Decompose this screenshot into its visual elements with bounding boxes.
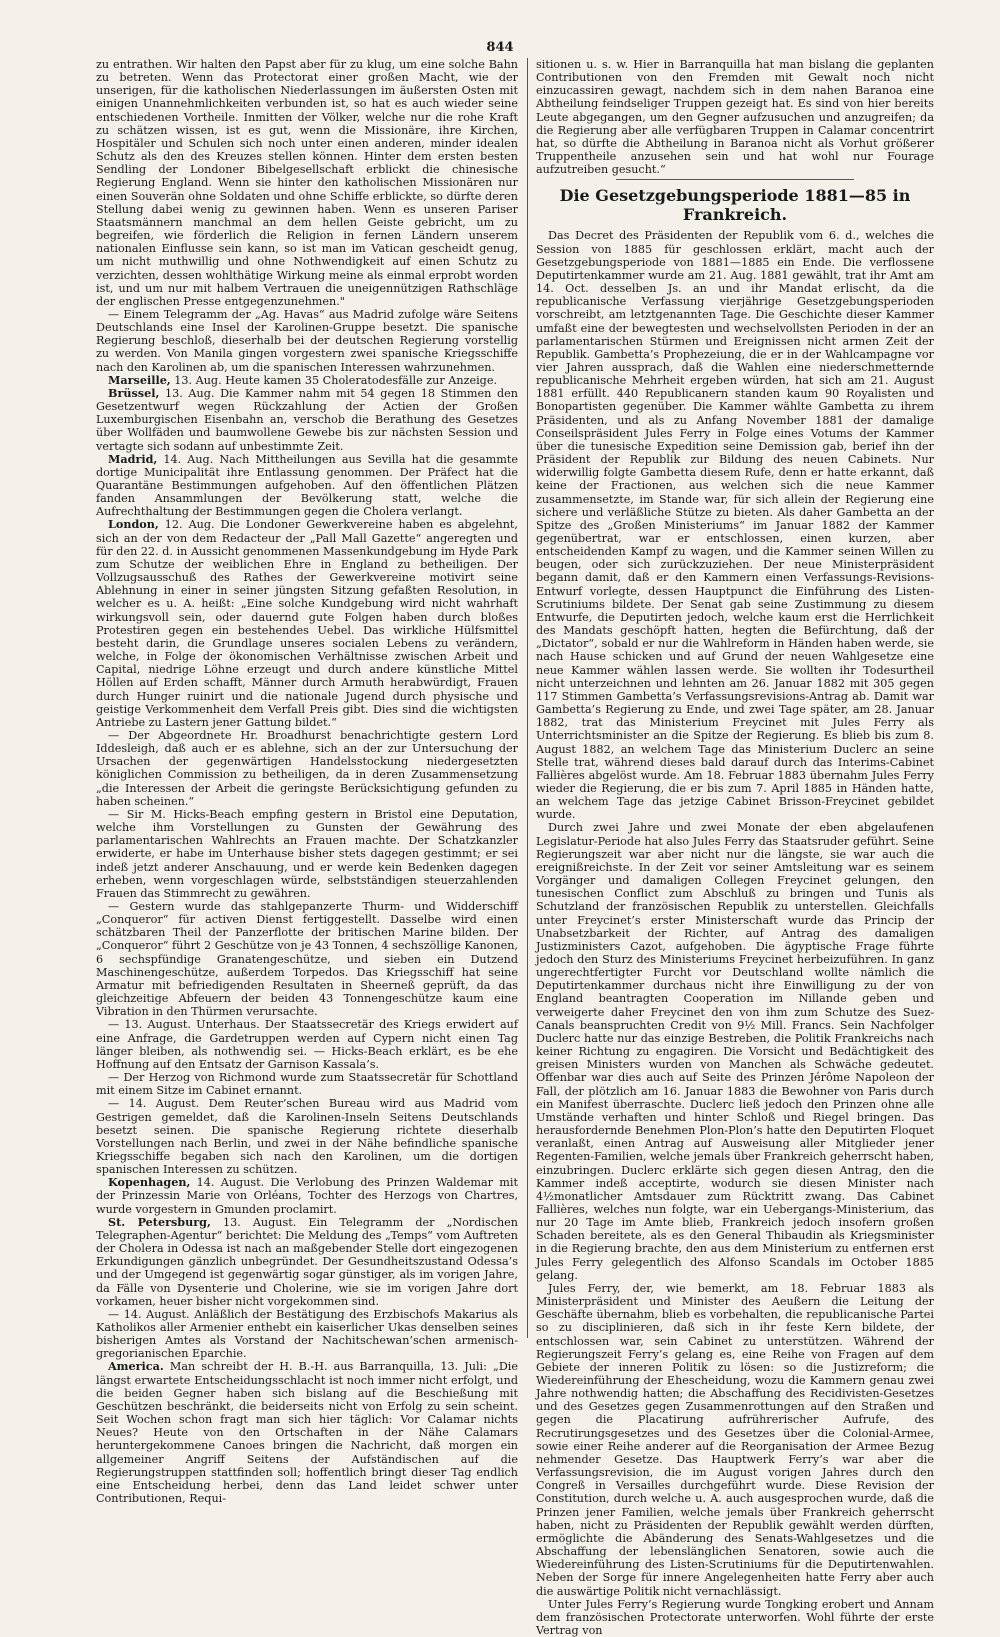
continuation-paragraph: sitionen u. s. w. Hier in Barranquilla hat man bislang die geplanten Contributionen von den Fremden mit Gewalt noch nicht einzucassiren gewagt, nachdem sich in dem nahen Baranoa eine Abtheilung feindseliger Truppen gezeigt hat. Es sind von hier bereits Leute abgegangen, um den Gegner aufzusuchen und anzugreifen; da die Regierung aber alle verfügbaren Truppen in Calamar concentrirt hat, so dürfte die Abtheilung in Baranoa nicht als Vorhut größerer Truppentheile anzusehen sein und hat wohl nur Fourage aufzutreiben gesucht.“ xyxy=(536,58,934,177)
news-text: — Gestern wurde das stahlgepanzerte Thurm- und Widderschiff „Conqueror“ für activen Dienst fertiggestellt. Dasselbe wird einen schätzbaren Theil der Panzerflotte der britischen Marine bilden. Der „Conqueror“ führt 2 Geschütze von je 43 Tonnen, 4 sechszöllige Kanonen, 6 sechspfündige Granatengeschütze, und sieben ein Dutzend Maschinengeschütze, außerdem Torpedos. Das Kriegsschiff hat seine Armatur mit befriedigenden Resultaten in Sheerneß geprüft, da das gleichzeitige Abfeuern der beiden 43 Tonnengeschütze kaum eine Vibration in den Thürmen verursachte. xyxy=(96,900,518,1019)
news-item xyxy=(96,1176,518,1215)
dateline: Madrid, xyxy=(108,451,158,466)
news-text: 14. Aug. Nach Mittheilungen aus Sevilla hat die gesammte dortige Municipalität ihre Entlassung genommen. Der Präfect hat die Quarantäne Bestimmungen aufgehoben. Auf den öffentlichen Plätzen fanden Ansammlungen der Bevölkerung statt, welche die Aufrechthaltung der Bestimmungen gegen die Cholera verlangt. xyxy=(96,452,518,519)
news-text: Man schreibt der H. B.-H. aus Barranquilla, 13. Juli: „Die längst erwartete Entscheidungsschlacht ist noch immer nicht erfolgt, und die beiden Gegner haben sich bislang auf die Beschießung mit Geschützen beschränkt, die beiderseits nicht von Erfolg zu sein scheint. Seit Wochen schon fragt man sich hier täglich: Vor Calamar nichts Neues? Heute von den Ortschaften in der Nähe Calamars heruntergekommene Canoes bringen die Nachricht, daß morgen ein allgemeiner Angriff Seitens der Aufständischen auf die Regierungstruppen stattfinden soll; hoffentlich bringt dieser Tag endlich eine Entscheidung herbei, denn das Land leidet schwer unter Contributionen, Requi- xyxy=(96,1360,518,1506)
news-item xyxy=(96,900,518,1018)
news-text: — 14. August. Anläßlich der Bestätigung des Erzbischofs Makarius als Katholikos aller Armenier enthebt ein kaiserlicher Ukas denselben seines bisherigen Amtes als Vorstand der Nachitschewan’schen armenisch-gregorianischen Eparchie. xyxy=(96,1307,518,1361)
news-item xyxy=(96,387,518,453)
news-items xyxy=(96,308,518,1505)
news-item xyxy=(96,1360,518,1505)
dateline: Kopenhagen, xyxy=(108,1175,191,1190)
article-body xyxy=(536,229,934,1637)
dateline: Brüssel, xyxy=(108,385,160,400)
news-item xyxy=(96,1308,518,1361)
news-item xyxy=(96,1097,518,1176)
news-text: — 14. August. Dem Reuter’schen Bureau wird aus Madrid vom Gestrigen gemeldet, daß die Karolinen-Inseln Seitens Deutschlands besetzt seinen. Die spanische Regierung richtete dieserhalb Vorstellungen nach Berlin, und zwei in der Nähe befindliche spanische Kriegsschiffe begaben sich nach den Karolinen, um die dortigen spanischen Interessen zu schützen. xyxy=(96,1097,518,1177)
news-item xyxy=(96,808,518,900)
news-text: 13. Aug. Heute kamen 35 Choleratodesfälle zur Anzeige. xyxy=(174,373,498,387)
news-item xyxy=(96,518,518,729)
news-item xyxy=(96,1216,518,1308)
article-heading: Die Gesetzgebungsperiode 1881—85 in Frankreich. xyxy=(559,186,911,225)
left-column xyxy=(96,58,519,1506)
news-text: 12. Aug. Die Londoner Gewerkvereine haben es abgelehnt, sich an der von dem Redacteur der „Pall Mall Gazette“ angeregten und für den 22. d. in Aussicht genommenen Massenkundgebung im Hyde Park zum Schutze der weiblichen Ehre in England zu betheiligen. Der Vollzugsausschuß des Rathes der Gewerkvereine motivirt seine Ablehnung in einer in seiner jüngsten Sitzung gefaßten Resolution, in welcher es u. A. heißt: „Eine solche Kundgebung wird nicht wahrhaft wirkungsvoll sein, oder dauernd gute Folgen haben durch bloßes Protestiren gegen ein bestehendes Uebel. Das wirkliche Hülfsmittel besteht darin, die Grundlage unseres socialen Lebens zu verändern, welche, in Folge der ökonomischen Verhältnisse zwischen Arbeit und Capital, niedrige Löhne erzeugt und durch andere künstliche Mittel Höllen auf Erden schafft, Männer durch Armuth herabwürdigt, Frauen durch Hunger ruinirt und die nationale Jugend durch physische und geistige Verkommenheit dem Verfall Preis gibt. Dies sind die wichtigsten Antriebe zu Lastern jener Gattung bildet.“ xyxy=(96,518,518,729)
news-text: — Sir M. Hicks-Beach empfing gestern in Bristol eine Deputation, welche ihm Vorstellungen zu Gunsten der Gewährung des parlamentarischen Wahlrechts an Frauen machte. Der Schatzkanzler erwiderte, er habe im Unterhause bisher stets dagegen gestimmt; er sei indeß jetzt anderer Anschauung, und er werde kein Bedenken dagegen erheben, wenn vorgeschlagen würde, selbstständigen steuerzahlenden Frauen das Stimmrecht zu gewähren. xyxy=(96,807,518,900)
news-text: 14. August. Die Verlobung des Prinzen Waldemar mit der Prinzessin Marie von Orléans, Tochter des Herzogs von Chartres, wurde vorgestern in Gmunden proclamirt. xyxy=(96,1176,518,1216)
dateline: London, xyxy=(108,517,159,532)
right-column xyxy=(536,58,934,1637)
news-text: 13. August. Ein Telegramm der „Nordischen Telegraphen-Agentur“ berichtet: Die Meldung des „Temps“ vom Auftreten der Cholera in Odessa ist nach an maßgebender Stelle dort eingezogenen Erkundigungen gänzlich unbegründet. Der Gesundheitszustand Odessa’s und der Umgegend ist gegenwärtig sogar günstiger, als im vorigen Jahre, da Fälle von Dysenterie und Cholerine, wie sie im vorigen Jahre dort vorkamen, heuer bisher nicht vorgekommen sind. xyxy=(96,1215,519,1308)
news-text: — Der Herzog von Richmond wurde zum Staatssecretär für Schottland mit einem Sitze im Cabinet ernannt. xyxy=(96,1071,518,1098)
news-item xyxy=(96,1018,518,1071)
news-item xyxy=(96,453,518,519)
article-paragraph: Unter Jules Ferry’s Regierung wurde Tongking erobert und Annam dem französischen Protectorate unterworfen. Wohl führte der erste Vertrag von xyxy=(536,1597,934,1637)
article-paragraph: Das Decret des Präsidenten der Republik vom 6. d., welches die Session von 1885 für geschlossen erklärt, macht auch der Gesetzgebungsperiode von 1881—1885 ein Ende. Die verflossene Deputirtenkammer wurde am 21. Aug. 1881 gewählt, trat ihr Amt am 14. Oct. desselben Js. an und ihr Mandat erlischt, da die republicanische Verfassung vierjährige Gesetzgebungsperioden vorschreibt, am letztgenannten Tage. Die Geschichte dieser Kammer umfaßt eine der bewegtesten und wechselvollsten Perioden in der an parlamentarischen Stürmen und Ereignissen nicht armen Zeit der Republik. Gambetta’s Prophezeiung, die er in der Wahlcampagne vor vier Jahren aussprach, daß die Wahlen eine niederschmetternde republicanische Mehrheit ergeben würden, hat sich am 21. August 1881 erfüllt. 440 Republicanern standen kaum 90 Royalisten und Bonopartisten gegenüber. Die Kammer wählte Gambetta zu ihrem Präsidenten, und als zu Anfang November 1881 der damalige Conseilspräsident Jules Ferry in Folge eines Votums der Kammer über die tunesische Expedition seine Demission gab, berief ihn der Präsident der Republik zur Bildung des neuen Cabinets. Nur widerwillig folgte Gambetta diesem Rufe, denn er hatte erkannt, daß keine der Fractionen, aus welchen sich die neue Kammer zusammensetzte, im Stande war, für sich allein der Regierung eine sichere und verläßliche Stütze zu bieten. Als daher Gambetta an der Spitze des „Großen Ministeriums“ im Januar 1882 der Kammer gegenübertrat, war er entschlossen, einen kurzen, aber entscheidenden Kampf zu wagen, und die Kammer seinen Willen zu beugen, oder sich zurückzuziehen. Der neue Ministerpräsident begann damit, daß er den Kammern einen Verfassungs-Revisions-Entwurf vorlegte, dessen Hauptpunct die Einführung des Listen-Scrutiniums bildete. Der Senat gab seine Zustimmung zu diesem Entwurfe, die Deputirten jedoch, welche kaum erst die Herrlichkeit des Mandats geschöpft hatten, hegten die Befürchtung, daß der „Dictator“, sobald er nur die Wahlreform in Händen haben werde, sie nach Hause schicken und auf Grund der neuen Wahlgesetze eine neue Kammer wählen lassen werde. Sie wollten ihr Todesurtheil nicht unterzeichnen und lehnten am 26. Januar 1882 mit 305 gegen 117 Stimmen Gambetta’s Verfassungsrevisions-Antrag ab. Damit war Gambetta’s Regierung zu Ende, und zwei Tage später, am 28. Januar 1882, trat das Ministerium Freycinet mit Jules Ferry als Unterrichtsminister an die Spitze der Regierung. Es blieb bis zum 8. August 1882, an welchem Tage das Ministerium Duclerc an seine Stelle trat, während dieses bald darauf durch das Interims-Cabinet Fallières abgelöst wurde. Am 18. Februar 1883 übernahm Jules Ferry wieder die Regierung, die er bis zum 7. April 1885 in Händen hatte, an welchem Tage das jetzige Cabinet Brisson-Freycinet gebildet wurde. xyxy=(536,229,934,822)
dateline: St. Petersburg, xyxy=(108,1214,211,1229)
column-divider xyxy=(527,58,528,1338)
news-item xyxy=(96,308,518,374)
article-paragraph: Durch zwei Jahre und zwei Monate der eben abgelaufenen Legislatur-Periode hat also Jules Ferry das Staatsruder geführt. Seine Regierungszeit war aber nicht nur die längste, sie war auch die ereignißreichste. In der Zeit vor seiner Amtsleitung war es seinem Vorgänger und damaligen Collegen Freycinet gelungen, den tunesischen Conflict zum Abschluß zu bringen und Tunis als Schutzland der französischen Republik zu unterstellen. Gleichfalls unter Freycinet’s erster Ministerschaft wurde das Princip der Unabsetzbarkeit der Richter, auf Antrag des damaligen Justizministers Cazot, aufgehoben. Die ägyptische Frage führte jedoch den Sturz des Ministeriums Freycinet herbeizuführen. In ganz ungerechtfertigter Furcht vor Deutschland wollte nämlich die Deputirtenkammer durchaus nicht ihre Einwilligung zu der von England beantragten Cooperation im Nillande geben und verweigerte daher Freycinet den von ihm zum Schutze des Suez-Canals beanspruchten Credit von 9½ Mill. Francs. Sein Nachfolger Duclerc hatte nur das einzige Bestreben, die Politik Frankreichs nach keiner Richtung zu engagiren. Die Vorsicht und Bedächtigkeit des greisen Ministers wurden von Manchen als Schwäche gedeutet. Offenbar war dies auch auf Seite des Prinzen Jérôme Napoleon der Fall, der plötzlich am 16. Januar 1883 die Bewohner von Paris durch ein Manifest überraschte. Duclerc ließ jedoch den Prinzen ohne alle Umstände verhaften und hinter Schloß und Riegel bringen. Das herausfordernde Benehmen Plon-Plon’s hatte den Deputirten Floquet veranlaßt, einen Antrag auf Ausweisung aller Mitglieder jener Regenten-Familien, welche jemals über Frankreich geherrscht haben, einzubringen. Duclerc erklärte sich gegen diesen Antrag, den die Kammer indeß acceptirte, wodurch sie diesen Minister nach 4½monatlicher Amtsdauer zum Rücktritt zwang. Das Cabinet Fallières, welches nun folgte, war ein Uebergangs-Ministerium, das nur 20 Tage im Amte blieb, Frankreich jedoch insofern großen Schaden bereitete, als es den General Thibaudin als Kriegsminister in die Regierung brachte, den aus dem Ministerium zu entfernen erst Jules Ferry gelegentlich des Alfonso Scandals im October 1885 gelang. xyxy=(536,821,934,1282)
intro-paragraph: zu entrathen. Wir halten den Papst aber für zu klug, um eine solche Bahn zu betreten. Wenn das Protectorat einer großen Macht, wie der unserigen, für die katholischen Niederlassungen im äußersten Osten mit einigen Unannehmlichkeiten verbunden ist, so hat es auch wieder seine entschiedenen Vortheile. Inmitten der Völker, welche nur die rohe Kraft zu schätzen wissen, ist es gut, wenn die Missionäre, ihre Kirchen, Hospitäler und Schulen sich noch unter einen anderen, minder idealen Schutz als den des Kreuzes stellen können. Hinter dem ersten besten Sendling der Londoner Bibelgesellschaft erblickt die chinesische Regierung England. Wenn sie hinter den katholischen Missionären nur einen Souverän ohne Soldaten und ohne Schiffe erblickte, so dürfte deren Stellung dabei wenig zu gewinnen haben. Wenn es unseren Pariser Staatsmännern manchmal an dem hellen Geiste gebricht, um zu begreifen, wie förderlich die Religion in fernen Ländern unserem nationalen Einflusse sein kann, so ist man im Vatican gescheidt genug, um nicht muthwillig und ohne Nothwendigkeit auf einen Schutz zu verzichten, dessen wohlthätige Wirkung meine als einmal erprobt worden ist, und um nur mit halbem Vertrauen die uneigennützigen Rathschläge der englischen Presse entgegenzunehmen." xyxy=(96,58,518,308)
page-number: 844 xyxy=(486,40,514,55)
news-text: — Der Abgeordnete Hr. Broadhurst benachrichtigte gestern Lord Iddesleigh, daß auch er es ablehne, sich an der zur Untersuchung der Ursachen der gegenwärtigen Handelsstockung niedergesetzten königlichen Commission zu betheiligen, da in deren Zusammensetzung „die Interessen der Arbeit die geringste Berücksichtigung gefunden zu haben scheinen.“ xyxy=(96,728,518,808)
news-text: — Einem Telegramm der „Ag. Havas“ aus Madrid zufolge wäre Seitens Deutschlands eine Insel der Karolinen-Gruppe besetzt. Die spanische Regierung beschloß, dieserhalb bei der deutschen Regierung vorstellig zu werden. Von Manila gingen vorgestern zwei spanische Kriegsschiffe nach den Karolinen ab, um die spanischen Interessen wahrzunehmen. xyxy=(96,307,518,374)
news-text: 13. Aug. Die Kammer nahm mit 54 gegen 18 Stimmen den Gesetzentwurf wegen Rückzahlung der Actien der Großen Luxemburgischen Eisenbahn an, verschob die Berathung des Gesetzes über Wollfäden und baumwollene Gewebe bis zur nächsten Session und vertagte sich sodann auf unbestimmte Zeit. xyxy=(96,386,518,453)
news-item xyxy=(96,1071,518,1097)
section-rule xyxy=(616,179,855,180)
dateline: America. xyxy=(108,1359,164,1374)
article-paragraph: Jules Ferry, der, wie bemerkt, am 18. Februar 1883 als Ministerpräsident und Minister des Aeußern die Leitung der Geschäfte übernahm, blieb es vorbehalten, die republicanische Partei so zu disciplinieren, daß sich in ihr feste Kern bildete, der entschlossen war, sein Cabinet zu unterstützen. Während der Regierungszeit Ferry’s gelang es, eine Reihe von Fragen auf dem Gebiete der inneren Politik zu lösen: so die Justizreform; die Wiedereinführung der Ehescheidung, wozu die Kammern genau zwei Jahre nothwendig hatten; die Abschaffung des Recidivisten-Gesetzes und des Gesetzes gegen Zusammenrottungen auf den Straßen und gegen die Placatirung aufrührerischer Aufrufe, des Recrutirungsgesetzes und des Gesetzes über die Colonial-Armee, sowie einer Reihe anderer auf die Reorganisation der Armee Bezug nehmender Gesetze. Das Hauptwerk Ferry’s war aber die Verfassungsrevision, die im August vorigen Jahres durch den Congreß in Versailles durchgeführt wurde. Diese Revision der Constitution, durch welche u. A. auch ausgesprochen wurde, daß die Prinzen jener Familien, welche jemals über Frankreich geherrscht haben, nicht zu Präsidenten der Republik gewählt werden dürften, ermöglichte die Abänderung des Senats-Wahlgesetzes und die Abschaffung der lebenslänglichen Senatoren, sowie auch die Wiedereinführung des Listen-Scrutiniums für die Deputirtenwahlen. Neben der Sorge für innere Angelegenheiten hatte Ferry aber auch die auswärtige Politik nicht vernachlässigt. xyxy=(536,1281,934,1598)
news-item xyxy=(96,729,518,808)
news-text: — 13. August. Unterhaus. Der Staatssecretär des Kriegs erwidert auf eine Anfrage, die Gardetruppen werden auf Cypern nicht einen Tag länger bleiben, als nothwendig sei. — Hicks-Beach erklärt, es be ehe Hoffnung auf den Entsatz der Garnison Kassala’s. xyxy=(96,1018,518,1071)
dateline: Marseille, xyxy=(108,372,171,387)
